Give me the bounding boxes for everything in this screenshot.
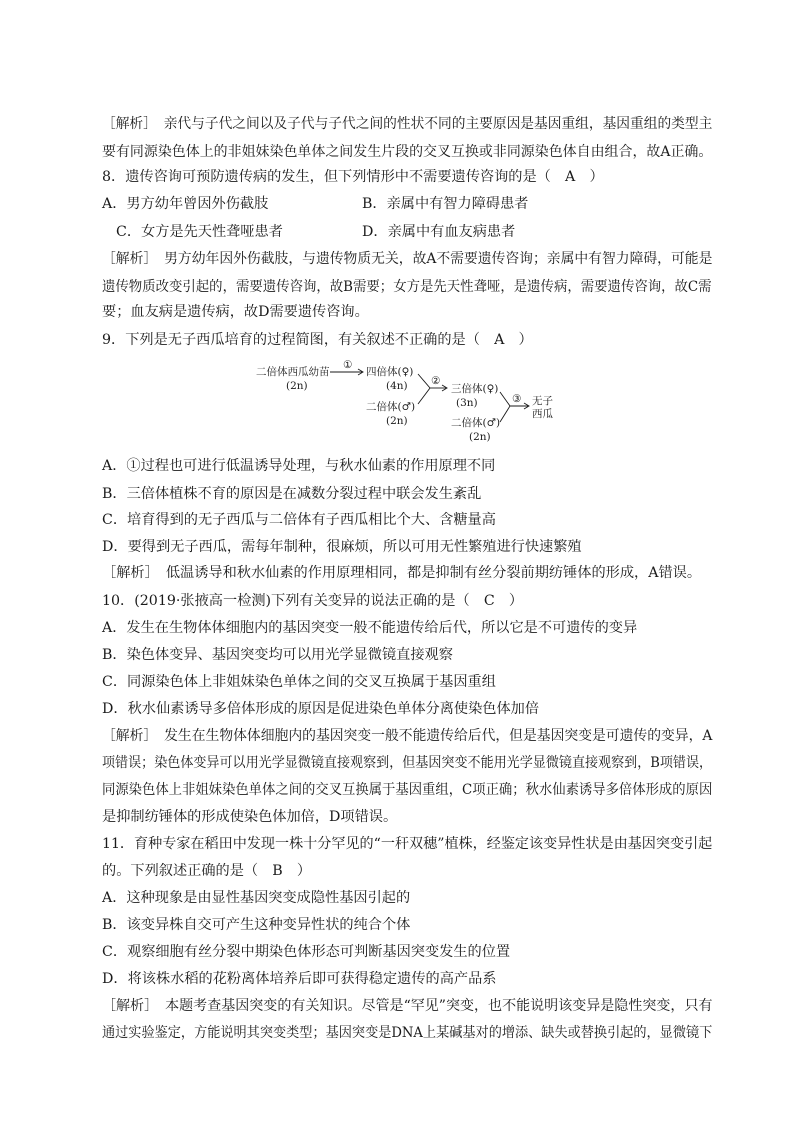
text-line: 通过实验鉴定，方能说明其突变类型；基因突变是DNA上某碱基对的增添、缺失或替换引起的，显微镜下 [102, 1025, 713, 1041]
diagram-merge-bracket [500, 392, 510, 422]
question-9: 9．下列是无子西瓜培育的过程简图，有关叙述不正确的是（ A ） [102, 332, 533, 348]
q11-option-a: A．这种现象是由显性基因突变成隐性基因引起的 [102, 890, 411, 906]
diagram-triploid: 三倍体(♀) [451, 383, 499, 395]
question-11: 11．育种专家在稻田中发现一株十分罕见的“一秆双穗”植株，经鉴定该变异性状是由基因突变引起 [102, 836, 713, 852]
diagram-result-line-2: 西瓜 [532, 408, 553, 420]
q9-option-a: A．①过程也可进行低温诱导处理，与秋水仙素的作用原理不同 [102, 458, 496, 474]
q8-option-c: C．女方是先天性聋哑患者 [116, 224, 283, 240]
text-line: ［解析］ 男方幼年因外伤截肢，与遗传物质无关，故A不需要遗传咨询；亲属中有智力障碍，可能是 [102, 251, 713, 267]
q10-option-c: C．同源染色体上非姐妹染色单体之间的交叉互换属于基因重组 [102, 674, 496, 690]
diagram-result-line-1: 无子 [532, 395, 553, 407]
q10-option-a: A．发生在生物体体细胞内的基因突变一般不能遗传给后代，所以它是不可遗传的变异 [102, 620, 638, 636]
q8-option-a: A．男方幼年曾因外伤截肢 [102, 196, 269, 212]
q8-option-b: B．亲属中有智力障碍患者 [362, 196, 529, 212]
diagram-diploid-male-1-ploidy: (2n) [386, 415, 408, 427]
question-8: 8．遗传咨询可预防遗传病的发生，但下列情形中不需要遗传咨询的是（ A ） [102, 169, 604, 185]
watermelon-breeding-diagram [250, 356, 570, 448]
diagram-diploid-male-1: 二倍体(♂) [366, 401, 416, 413]
text-line: ［解析］ 低温诱导和秋水仙素的作用原理相同，都是抑制有丝分裂前期纺锤体的形成，A错误。 [102, 565, 702, 581]
diagram-merge-bracket [418, 374, 430, 404]
q10-option-b: B．染色体变异、基因突变均可以用光学显微镜直接观察 [102, 647, 453, 663]
q9-option-d: D．要得到无子西瓜，需每年制种，很麻烦，所以可用无性繁殖进行快速繁殖 [102, 539, 582, 555]
text-line: 同源染色体上非姐妹染色单体之间的交叉互换属于基因重组，C项正确；秋水仙素诱导多倍体形成的原因 [102, 782, 713, 798]
q9-option-b: B．三倍体植株不育的原因是在减数分裂过程中联会发生紊乱 [102, 486, 482, 502]
text-line: 要有同源染色体上的非姐妹染色单体之间发生片段的交叉互换或非同源染色体自由组合，故A正确。 [102, 144, 713, 160]
diagram-seedling: 二倍体西瓜幼苗 [256, 366, 330, 378]
q8-option-d: D．亲属中有血友病患者 [362, 224, 516, 240]
diagram-tetraploid-ploidy: (4n) [386, 380, 408, 392]
text-line: ［解析］ 亲代与子代之间以及子代与子代之间的性状不同的主要原因是基因重组，基因重组的类型主 [102, 116, 713, 132]
diagram-triploid-ploidy: (3n) [456, 397, 478, 409]
q11-option-b: B．该变异株自交可产生这种变异性状的纯合个体 [102, 917, 411, 933]
q11-option-d: D．将该株水稻的花粉离体培养后即可获得稳定遗传的高产品系 [102, 971, 497, 987]
diagram-diploid-male-2: 二倍体(♂) [451, 417, 501, 429]
text-line: ［解析］ 本题考查基因突变的有关知识。尽管是“罕见”突变，也不能说明该变异是隐性突变，只有 [102, 998, 713, 1014]
q11-option-c: C．观察细胞有丝分裂中期染色体形态可判断基因突变发生的位置 [102, 944, 511, 960]
diagram-seedling-ploidy: (2n) [286, 380, 308, 392]
text-line: 的。下列叙述正确的是（ B ） [102, 863, 312, 879]
q10-option-d: D．秋水仙素诱导多倍体形成的原因是促进染色单体分离使染色体加倍 [102, 701, 540, 717]
text-line: 要；血友病是遗传病，故D需要遗传咨询。 [102, 304, 369, 320]
q9-option-c: C．培育得到的无子西瓜与二倍体有子西瓜相比个大、含糖量高 [102, 512, 496, 528]
text-line: 项错误；染色体变异可以用光学显微镜直接观察到，但基因突变不能用光学显微镜直接观察到，B项错误， [102, 755, 713, 771]
diagram-step-1: ① [343, 359, 353, 371]
diagram-tetraploid: 四倍体(♀) [366, 366, 414, 378]
text-line: 是抑制纺锤体的形成使染色体加倍，D项错误。 [102, 809, 398, 825]
diagram-diploid-male-2-ploidy: (2n) [469, 431, 491, 443]
diagram-step-2: ② [431, 375, 441, 387]
text-line: ［解析］ 发生在生物体体细胞内的基因突变一般不能遗传给后代，但是基因突变是可遗传的变异，A [102, 728, 713, 744]
question-10: 10．(2019·张掖高一检测)下列有关变异的说法正确的是（ C ） [102, 593, 524, 609]
text-line: 遗传物质改变引起的，需要遗传咨询，故B需要；女方是先天性聋哑，是遗传病，需要遗传咨询，故C需 [102, 279, 712, 295]
diagram-step-3: ③ [512, 393, 522, 405]
